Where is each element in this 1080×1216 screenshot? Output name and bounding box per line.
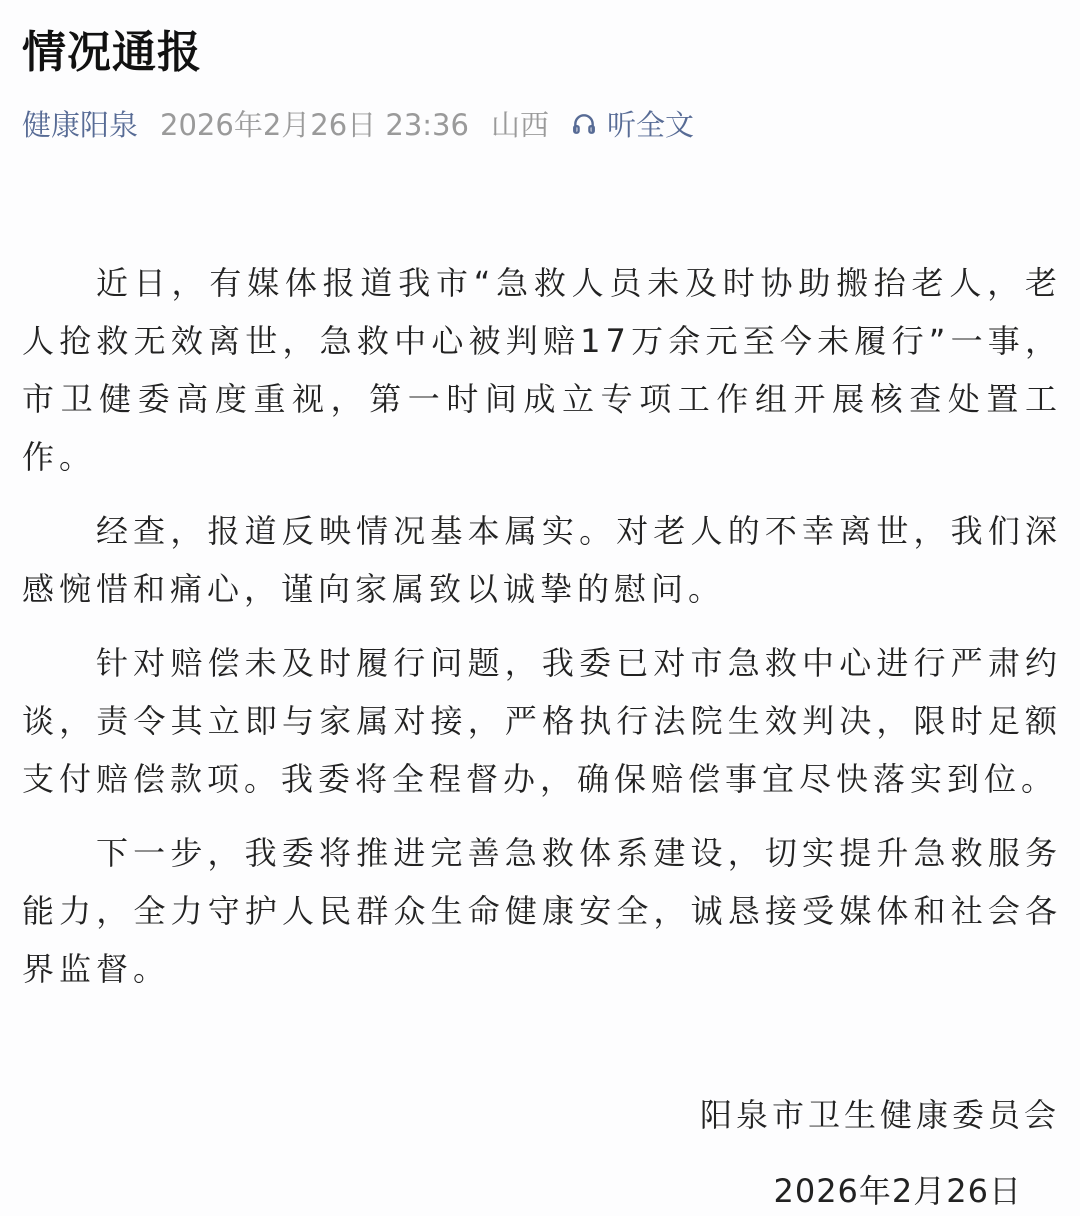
listen-label: 听全文 [606, 108, 694, 142]
account-name-link[interactable]: 健康阳泉 [22, 108, 139, 142]
signature-date: 2026年2月26日 [773, 1172, 1022, 1210]
article-body [22, 254, 1062, 1014]
publish-location: 山西 [490, 108, 549, 142]
paragraph: 近日，有媒体报道我市“急救人员未及时协助搬抬老人，老人抢救无效离世，急救中心被判赔17万余元至今未履行”一事，市卫健委高度重视，第一时间成立专项工作组开展核查处置工作。 [22, 264, 1062, 476]
paragraph: 下一步，我委将推进完善急救体系建设，切实提升急救服务能力，全力守护人民群众生命健康安全，诚恳接受媒体和社会各界监督。 [22, 834, 1062, 988]
article-title: 情况通报 [22, 27, 202, 78]
headphones-icon [571, 111, 597, 137]
article-meta [22, 103, 694, 144]
publish-time: 2026年2月26日 23:36 [160, 108, 469, 142]
paragraph: 针对赔偿未及时履行问题，我委已对市急救中心进行严肃约谈，责令其立即与家属对接，严格执行法院生效判决，限时足额支付赔偿款项。我委将全程督办，确保赔偿事宜尽快落实到位。 [22, 644, 1062, 798]
listen-button[interactable] [571, 103, 694, 144]
paragraph: 经查，报道反映情况基本属实。对老人的不幸离世，我们深感惋惜和痛心，谨向家属致以诚挚的慰问。 [22, 512, 1062, 608]
signature: 阳泉市卫生健康委员会 [699, 1096, 1060, 1134]
